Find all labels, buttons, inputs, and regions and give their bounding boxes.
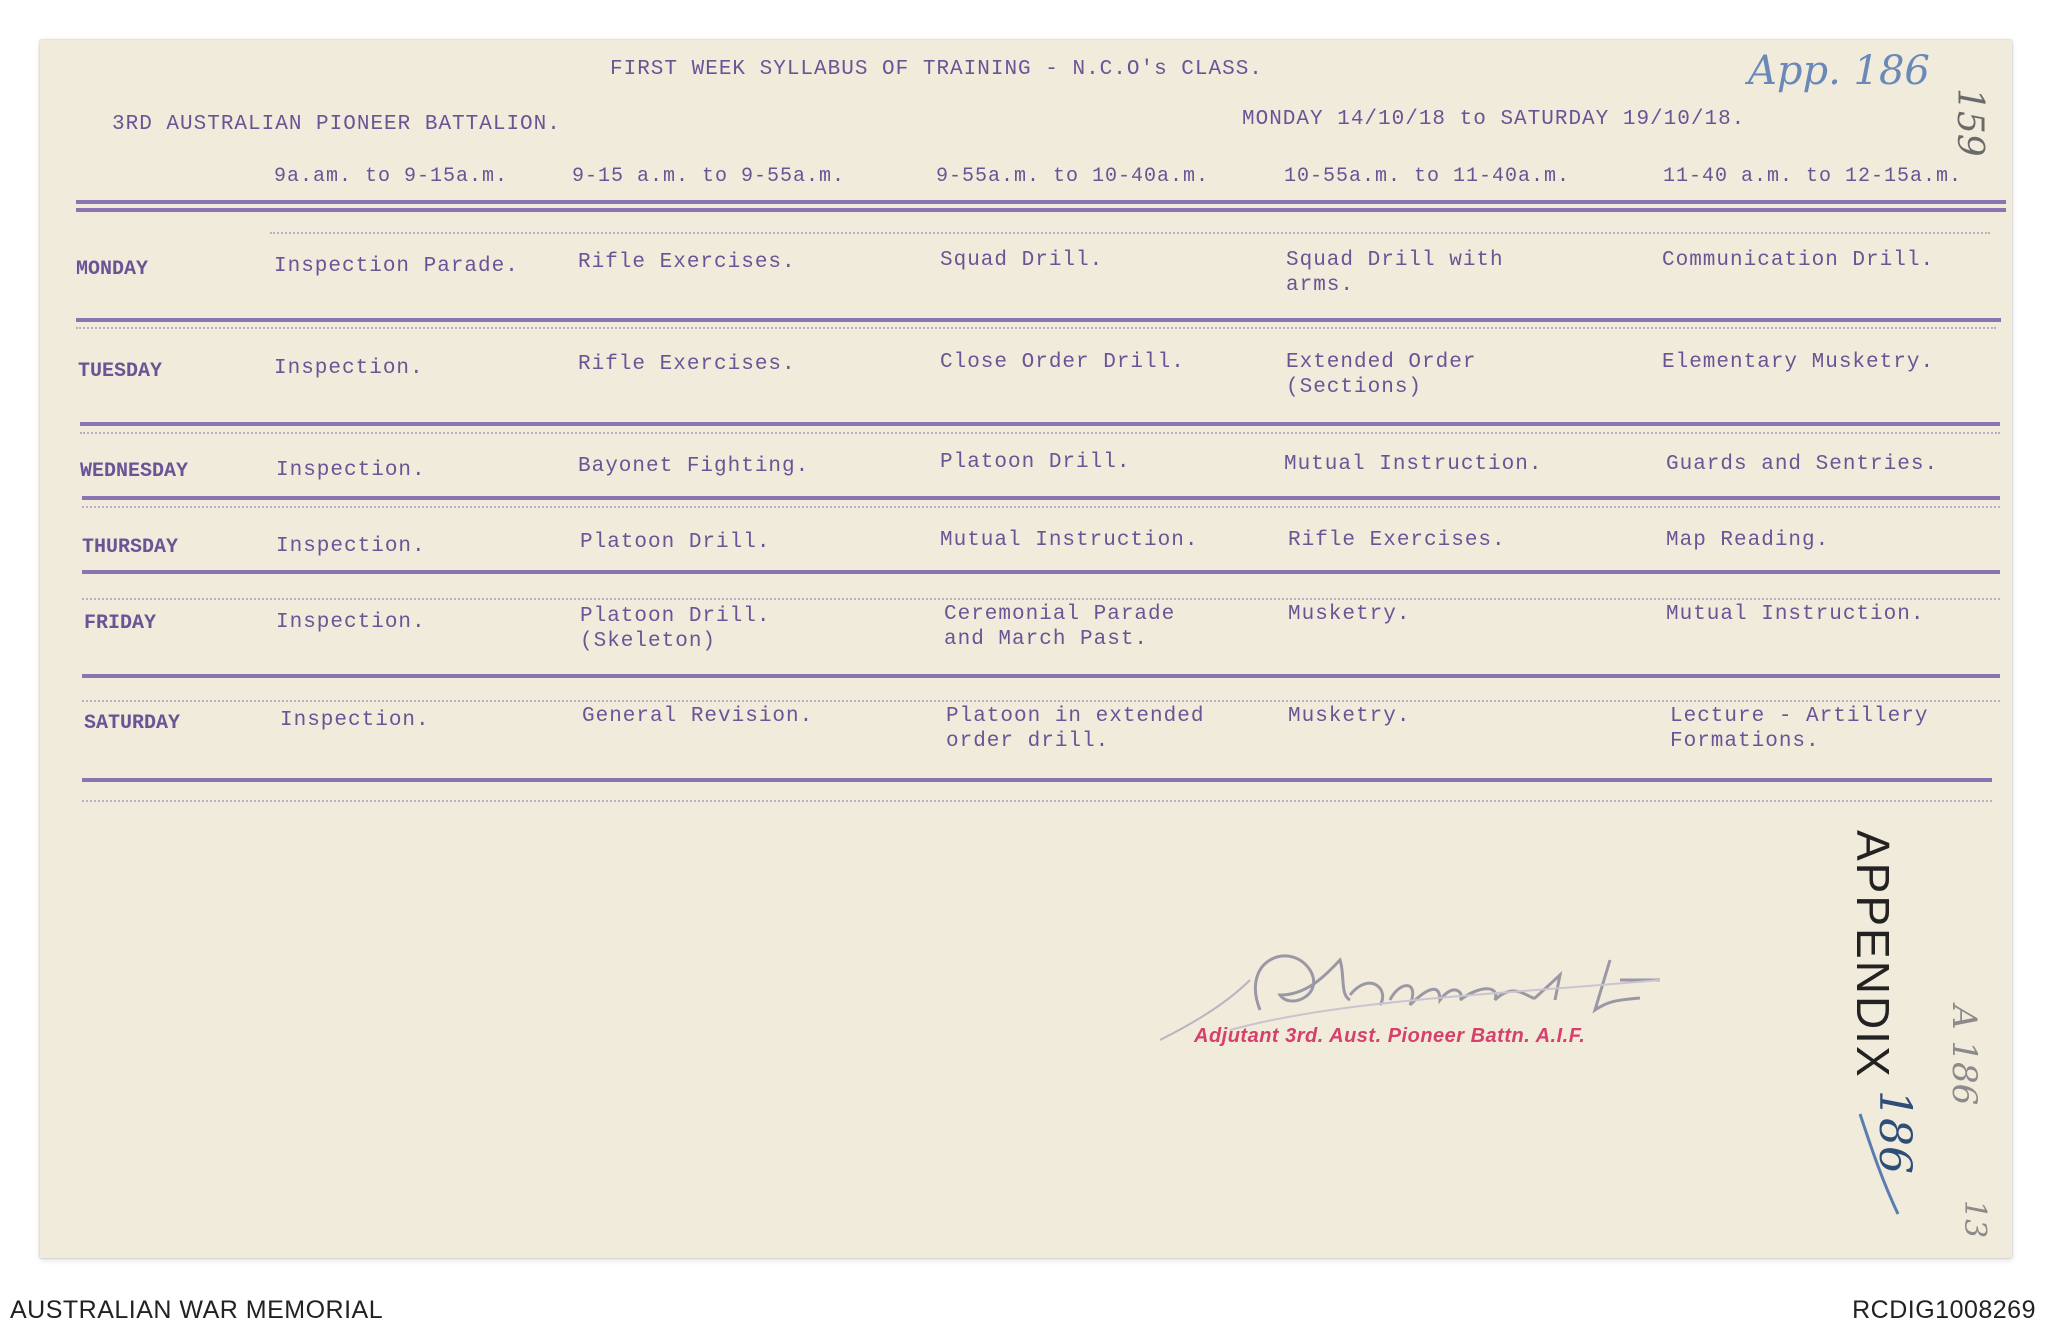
schedule-cell: Squad Drill. — [940, 249, 1104, 272]
schedule-cell: Squad Drill with arms. — [1286, 249, 1504, 297]
schedule-cell: Inspection Parade. — [274, 255, 519, 278]
row-divider — [82, 674, 2000, 678]
schedule-cell: Inspection. — [276, 535, 426, 558]
day-label-wednesday: WEDNESDAY — [80, 460, 189, 483]
schedule-cell: Elementary Musketry. — [1662, 351, 1935, 374]
schedule-cell: Platoon Drill. — [580, 531, 771, 554]
table-bottom-rule — [82, 778, 1992, 782]
row-guide-line — [82, 700, 2000, 702]
time-slot-4: 10-55a.m. to 11-40a.m. — [1284, 165, 1571, 188]
app-reference-note: App. 186 — [1748, 48, 1930, 94]
schedule-cell: Guards and Sentries. — [1666, 453, 1939, 476]
row-guide-line — [82, 506, 2000, 508]
adjutant-stamp: Adjutant 3rd. Aust. Pioneer Battn. A.I.F. — [1194, 1025, 1586, 1047]
day-label-monday: MONDAY — [76, 258, 149, 281]
schedule-cell: Rifle Exercises. — [1288, 529, 1506, 552]
pencil-reference: A 186 — [1944, 1005, 1984, 1106]
schedule-cell: Communication Drill. — [1662, 249, 1935, 272]
date-range: MONDAY 14/10/18 to SATURDAY 19/10/18. — [1242, 108, 1746, 131]
schedule-cell: Platoon Drill. (Skeleton) — [580, 605, 771, 653]
schedule-cell: Platoon Drill. — [940, 451, 1131, 474]
schedule-cell: Extended Order (Sections) — [1286, 351, 1477, 399]
schedule-cell: Mutual Instruction. — [1666, 603, 1925, 626]
schedule-cell: Close Order Drill. — [940, 351, 1185, 374]
row-divider — [76, 318, 2001, 322]
day-label-saturday: SATURDAY — [84, 712, 181, 735]
schedule-cell: Platoon in extended order drill. — [946, 705, 1205, 753]
schedule-cell: Inspection. — [274, 357, 424, 380]
schedule-cell: Rifle Exercises. — [578, 353, 796, 376]
time-slot-2: 9-15 a.m. to 9-55a.m. — [572, 165, 846, 188]
schedule-cell: Ceremonial Parade and March Past. — [944, 603, 1176, 651]
document-title: FIRST WEEK SYLLABUS OF TRAINING - N.C.O's CLASS. — [610, 58, 1263, 81]
schedule-cell: Lecture - Artillery Formations. — [1670, 705, 1929, 753]
row-divider — [82, 570, 2000, 574]
folio-number: 159 — [1949, 88, 1990, 157]
footer-record-id: RCDIG1008269 — [1852, 1296, 2036, 1324]
day-label-tuesday: TUESDAY — [78, 360, 163, 383]
appendix-number: 186 — [1869, 1090, 1920, 1174]
schedule-cell: Inspection. — [276, 611, 426, 634]
header-rule — [76, 208, 2006, 212]
day-label-friday: FRIDAY — [84, 612, 157, 635]
schedule-cell: Map Reading. — [1666, 529, 1830, 552]
time-slot-3: 9-55a.m. to 10-40a.m. — [936, 165, 1210, 188]
schedule-cell: General Revision. — [582, 705, 814, 728]
schedule-cell: Musketry. — [1288, 705, 1411, 728]
footer-source: AUSTRALIAN WAR MEMORIAL — [10, 1296, 384, 1324]
table-top-rule — [76, 200, 2006, 204]
row-guide-line — [80, 432, 2000, 434]
time-slot-1: 9a.am. to 9-15a.m. — [274, 165, 509, 188]
page-number: 13 — [1957, 1200, 1992, 1239]
schedule-cell: Inspection. — [280, 709, 430, 732]
unit-name: 3RD AUSTRALIAN PIONEER BATTALION. — [112, 113, 561, 136]
appendix-label: APPENDIX — [1847, 830, 1899, 1079]
appendix-underline — [1852, 1110, 1912, 1220]
schedule-cell: Musketry. — [1288, 603, 1411, 626]
row-divider — [82, 496, 2000, 500]
row-guide-line — [76, 327, 1996, 329]
schedule-cell: Mutual Instruction. — [1284, 453, 1543, 476]
row-divider — [80, 422, 2000, 426]
schedule-cell: Bayonet Fighting. — [578, 455, 810, 478]
schedule-cell: Mutual Instruction. — [940, 529, 1199, 552]
time-slot-5: 11-40 a.m. to 12-15a.m. — [1663, 165, 1963, 188]
header-guide-line — [270, 232, 1990, 234]
day-label-thursday: THURSDAY — [82, 536, 179, 559]
row-guide-line — [82, 800, 1992, 802]
schedule-cell: Rifle Exercises. — [578, 251, 796, 274]
row-guide-line — [82, 598, 2000, 600]
schedule-cell: Inspection. — [276, 459, 426, 482]
